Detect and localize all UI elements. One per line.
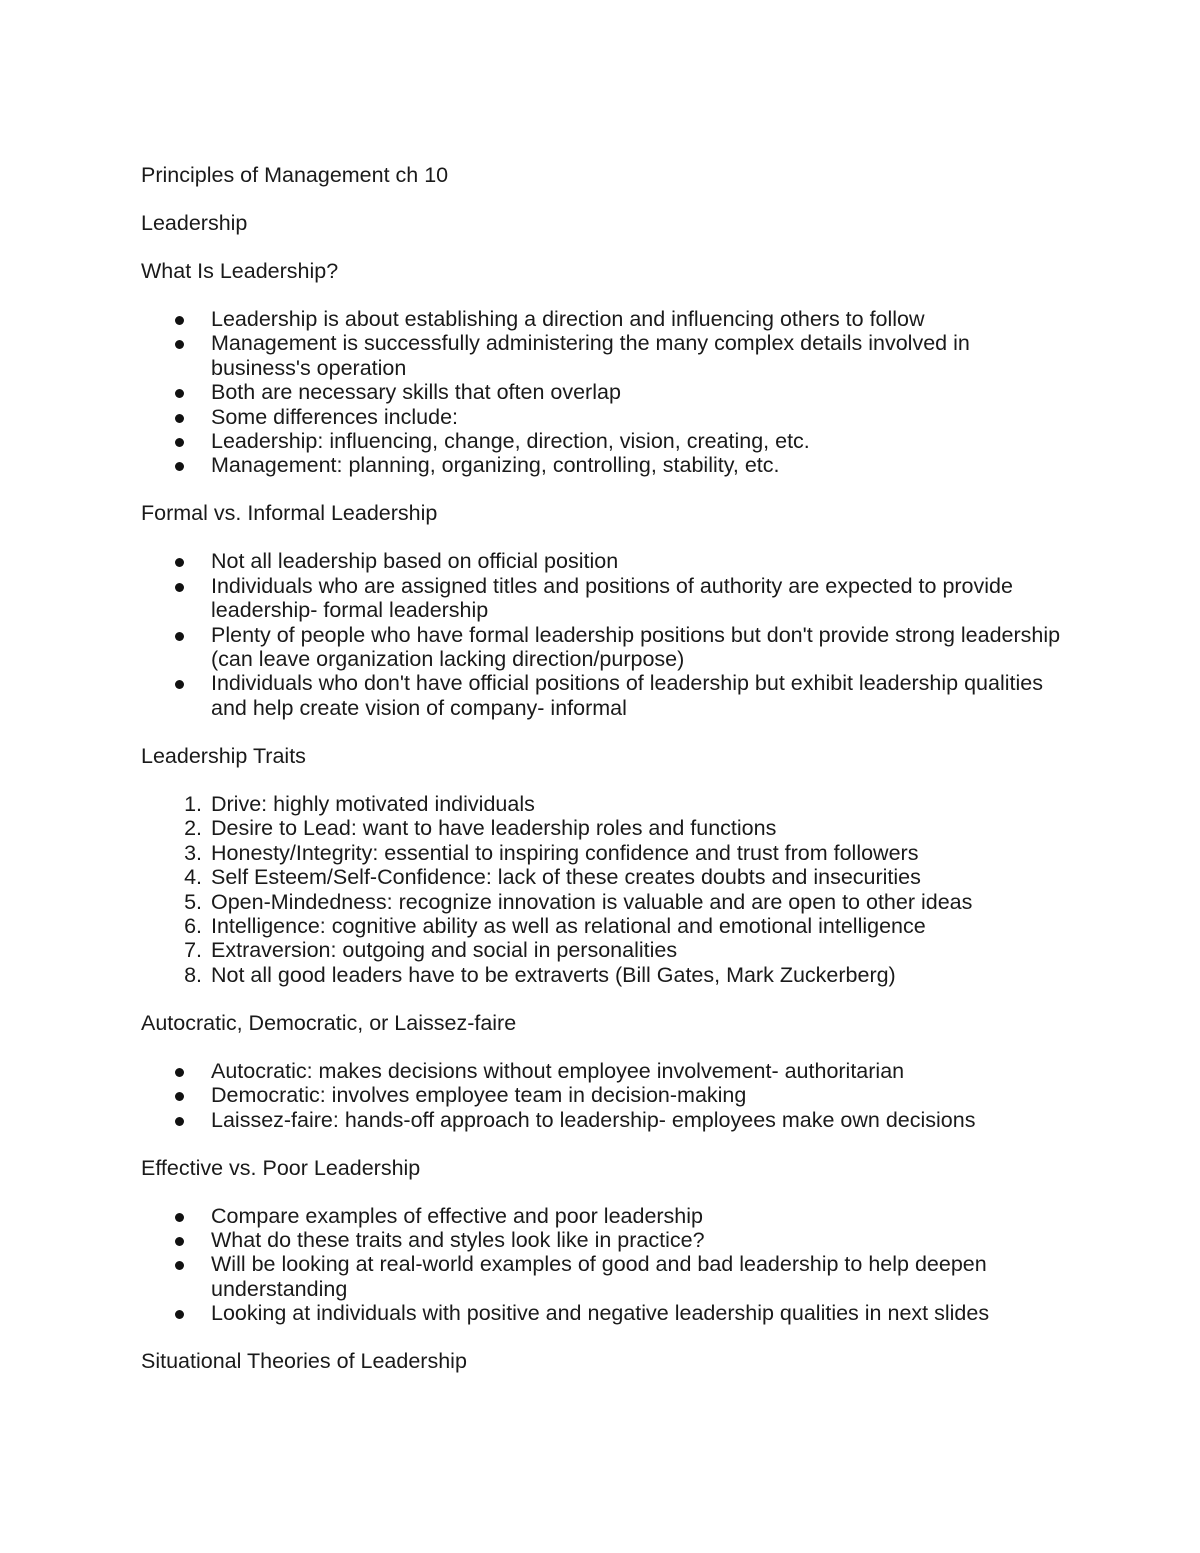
list-item: Looking at individuals with positive and negative leadership qualities in next slides bbox=[141, 1301, 1071, 1325]
list-item: 3. Honesty/Integrity: essential to inspiring confidence and trust from followers bbox=[141, 841, 1071, 865]
list-item: 1. Drive: highly motivated individuals bbox=[141, 792, 1071, 816]
list-item: Management is successfully administering the many complex details involved in business's operation bbox=[141, 331, 1071, 380]
list-number: 2. bbox=[184, 816, 202, 841]
bullet-icon bbox=[175, 438, 184, 447]
list-number: 3. bbox=[184, 840, 202, 865]
list-item: Management: planning, organizing, controlling, stability, etc. bbox=[141, 453, 1071, 477]
list-number: 6. bbox=[184, 913, 202, 938]
bullet-icon bbox=[175, 414, 184, 423]
list-item: Individuals who don't have official positions of leadership but exhibit leadership qualities and help create vision of company- informal bbox=[141, 671, 1071, 720]
bullet-icon bbox=[175, 1237, 184, 1246]
bullet-icon bbox=[175, 1117, 184, 1126]
list-number: 8. bbox=[184, 962, 202, 987]
bullet-list bbox=[141, 549, 1071, 720]
bullet-icon bbox=[175, 1261, 184, 1270]
chapter-heading: Leadership bbox=[141, 211, 248, 235]
section-heading: Effective vs. Poor Leadership bbox=[141, 1155, 421, 1180]
bullet-list bbox=[141, 1204, 1071, 1326]
bullet-icon bbox=[175, 389, 184, 398]
bullet-list bbox=[141, 307, 1071, 478]
section-heading: Situational Theories of Leadership bbox=[141, 1349, 467, 1374]
section-heading: Leadership Traits bbox=[141, 743, 306, 768]
document-title: Principles of Management ch 10 bbox=[141, 163, 449, 187]
list-item: Democratic: involves employee team in decision-making bbox=[141, 1083, 1071, 1107]
list-item: 5. Open-Mindedness: recognize innovation is valuable and are open to other ideas bbox=[141, 890, 1071, 914]
list-item: 8. Not all good leaders have to be extraverts (Bill Gates, Mark Zuckerberg) bbox=[141, 963, 1071, 987]
list-item: Plenty of people who have formal leadership positions but don't provide strong leadership (can leave organization lacking direction/purpose) bbox=[141, 623, 1071, 672]
list-item: Not all leadership based on official position bbox=[141, 549, 1071, 573]
list-number: 1. bbox=[184, 791, 202, 816]
list-item: 7. Extraversion: outgoing and social in personalities bbox=[141, 938, 1071, 962]
numbered-list bbox=[141, 792, 1071, 987]
list-item: Individuals who are assigned titles and positions of authority are expected to provide leadership- formal leadership bbox=[141, 574, 1071, 623]
bullet-icon bbox=[175, 680, 184, 689]
list-item: Leadership: influencing, change, direction, vision, creating, etc. bbox=[141, 429, 1071, 453]
bullet-icon bbox=[175, 1213, 184, 1222]
bullet-icon bbox=[175, 462, 184, 471]
list-item: 4. Self Esteem/Self-Confidence: lack of these creates doubts and insecurities bbox=[141, 865, 1071, 889]
list-number: 7. bbox=[184, 938, 202, 963]
section-heading: What Is Leadership? bbox=[141, 259, 339, 283]
bullet-icon bbox=[175, 1310, 184, 1319]
document-page bbox=[141, 163, 1071, 1397]
list-number: 5. bbox=[184, 889, 202, 914]
bullet-icon bbox=[175, 1068, 184, 1077]
bullet-icon bbox=[175, 558, 184, 567]
bullet-icon bbox=[175, 1092, 184, 1101]
list-item: Both are necessary skills that often overlap bbox=[141, 380, 1071, 404]
section-heading: Autocratic, Democratic, or Laissez-faire bbox=[141, 1010, 517, 1035]
list-item: Leadership is about establishing a direction and influencing others to follow bbox=[141, 307, 1071, 331]
list-item: Will be looking at real-world examples of good and bad leadership to help deepen understanding bbox=[141, 1252, 1071, 1301]
bullet-icon bbox=[175, 632, 184, 641]
bullet-list bbox=[141, 1059, 1071, 1132]
list-item: Compare examples of effective and poor leadership bbox=[141, 1204, 1071, 1228]
list-item: Some differences include: bbox=[141, 405, 1071, 429]
list-item: Autocratic: makes decisions without employee involvement- authoritarian bbox=[141, 1059, 1071, 1083]
section-heading: Formal vs. Informal Leadership bbox=[141, 501, 438, 526]
list-item: What do these traits and styles look like in practice? bbox=[141, 1228, 1071, 1252]
list-item: 6. Intelligence: cognitive ability as well as relational and emotional intelligence bbox=[141, 914, 1071, 938]
list-item: Laissez-faire: hands-off approach to leadership- employees make own decisions bbox=[141, 1108, 1071, 1132]
list-item: 2. Desire to Lead: want to have leadership roles and functions bbox=[141, 816, 1071, 840]
list-number: 4. bbox=[184, 865, 202, 890]
bullet-icon bbox=[175, 340, 184, 349]
bullet-icon bbox=[175, 316, 184, 325]
bullet-icon bbox=[175, 583, 184, 592]
